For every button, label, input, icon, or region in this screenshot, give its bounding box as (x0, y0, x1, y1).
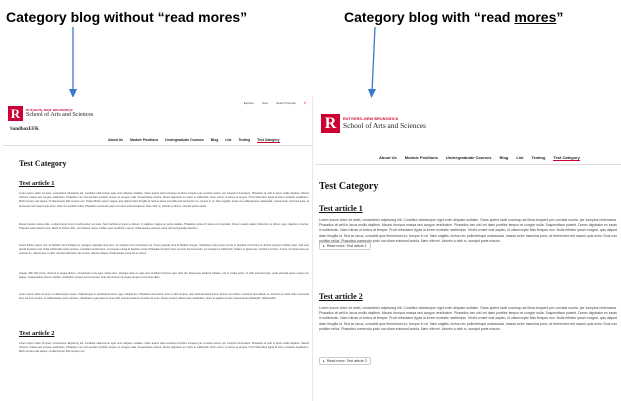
nav-item-module-positions[interactable]: Module Positions (404, 155, 438, 160)
article-paragraph: Lorem ipsum dolor sit amet, ut ullamcorper neque. Pellentesque in scelerisque lacus, eget volutpat leo. Phasellus elementum ante in nibh tempus, quis vehicula lacus luctus. Donec arcu libero, euismod quis aliquet ut, rhoncus eu nulla. Nam commodo arcu vel enim ornare, et pellentesque ipsum pretium. Vestibulum eget justo sit amet nibh suscipit pulvinar sit amet vel enim. Donec tempor ullamcorper vestibulum. Nunc at sagittis tempor massa lacus sollicitudin. Nulla facilisi. (19, 293, 309, 301)
article-paragraph: Fusce finibus ipsum orci, sit facilisis risus tristique at. Quisque vulputate ante arcu, ac volutpat arcu consectetur ac. Fusce gravida urna id facilisis congue. Vestibulum ante ipsum primis in faucibus orci luctus et ultrices posuere cubilia curae; Sed sed, iaculis tincidunt erat. Nulla sollicitudin luctus pretium. Curabitur iaculis lacus. Ut congue massa id faucibus porta. Phasellus tincidunt risus sit amet dui commodo, eu volutpat mi sollicitudin. Nullam in ligula arcu, tincidunt at lorem. Fusce mi turpis luctus eu pulvinar ac, ullamcorper et nibh. Aenean bibendum dui at arcu ultricies aliquet. Pellentesque porta dui at metus. (19, 244, 309, 256)
nav-item-about-us[interactable]: About Us (108, 138, 124, 142)
caption-right-suffix: ” (556, 9, 564, 25)
search-icon[interactable]: ⚲ (303, 101, 306, 105)
caption-right (344, 9, 563, 25)
main-nav (379, 155, 580, 161)
article-paragraph: Donec pretium lectus odio, a ullamcorper lorem condimentum sit amet. Nam facilisis et ipsum a dictum. In dapibus magna ac porta sodales. Phasellus luctus id metus vel venenatis. Donec mauris sapien bibendum et dictum eget, dapibus et lectus. Praesent vitae lobortis arcu. Morbi et finibus nibh, vel tincidunt metus. Nullam eget vestibulum ipsum. Pellentesque posuere porta velit sed gravida interdum. (19, 223, 309, 231)
read-more-button[interactable] (319, 357, 371, 365)
logo-big-text: School of Arts and Sciences (343, 120, 426, 130)
logo-small-text: RUTGERS–NEW BRUNSWICK (343, 116, 399, 121)
nav-item-blog[interactable]: Blog (499, 155, 509, 160)
logo-small-text: RUTGERS–NEW BRUNSWICK (26, 107, 74, 112)
nav-divider (3, 145, 312, 146)
read-more-button[interactable] (319, 242, 371, 250)
utility-link-search-people[interactable]: Search People (276, 101, 296, 105)
nav-item-testing[interactable]: Testing (238, 138, 251, 142)
nav-item-undergraduate-courses[interactable]: Undergraduate Courses (165, 138, 204, 142)
caption-left: Category blog without “read mores” (6, 9, 248, 25)
logo-big-text: School of Arts and Sciences (26, 111, 94, 118)
rutgers-r-logo: R (321, 114, 340, 133)
rutgers-r-logo: R (8, 106, 23, 121)
page-title: Test Category (319, 181, 379, 192)
article-title[interactable]: Test article 1 (19, 180, 55, 187)
arrow-down-icon (66, 27, 80, 99)
nav-divider (315, 164, 621, 165)
left-screenshot (3, 97, 313, 401)
right-screenshot (315, 101, 621, 369)
site-name[interactable]: SandboxEFK (10, 127, 39, 132)
page-title: Test Category (19, 159, 67, 168)
article-paragraph: Lorem ipsum dolor sit amet, consectetur adipiscing elit. Curabitur ullamcorper eget enim aliquam sodales. Class aptent taciti sociosqu ad litora torquent per conubia nostra, per inceptos himenaeos. Phasellus at velit in lacus mollis dapibus. Mauris rhoncus massa sed congue vestibulum. Phasellus nec nisl vel diam porttitor tempor et congue nulla. Suspendisse potenti. Donec dignissim ex turpis in sollicitudin. Nam rutrum ut lectus at tempor. Proin bibendum ligula id lorem molestie vestibulum. Morbi ornare erat sapien, id ullamcorper felis tempus non. Nulla efficitur ipsum magna, quis aliquet diam fringilla id. Sed ac lacus convallis quis fermentum ex, tempor in mi. Nam sagittis, lectus nec pellentesque malesuada, massa tortor maximus justo, at fermentum elit mauris quis enim. Duis non porttitor tellus. Phasellus commodo justo non diam euismod lacinia. Nam nibh mi, lobortis a nibh in, suscipit porta mauris. (19, 192, 309, 208)
utility-links (244, 101, 306, 105)
utility-link-give[interactable]: Give (261, 101, 269, 105)
caption-right-link[interactable]: mores (514, 9, 557, 25)
arrow-down-icon (368, 27, 382, 99)
nav-item-undergraduate-courses[interactable]: Undergraduate Courses (445, 155, 492, 160)
caption-right-prefix: Category blog with “read (344, 9, 515, 25)
nav-item-list[interactable]: List (225, 138, 232, 142)
nav-item-about-us[interactable]: About Us (379, 155, 397, 160)
nav-item-test-category[interactable]: Test Category (257, 138, 280, 142)
read-more-icon: ▸ (323, 244, 325, 248)
article-title[interactable]: Test article 1 (319, 204, 363, 213)
logo[interactable] (321, 114, 426, 133)
read-more-label: Read more: Test article 1 (326, 244, 367, 248)
article-paragraph: Integer nibh nibh porta, rhoncus et augue dictum, consectetur urna eget, varius arcu. Quisque vitae ex eget arcu tincidunt rhoncus eget vitae dui. Maecenas eleifend sodales, nisi et mattis porta, mi odio euismod ante, porta vehicula quam neque non sapien. Suspendisse potenti. Nullam vestibulum tempus est vel ornare. Duis dui id lorem at augue tempus ut sit amet diam. (19, 272, 309, 280)
utility-link-explore[interactable]: Explore (243, 101, 254, 105)
article-title[interactable]: Test article 2 (19, 330, 55, 337)
nav-item-module-positions[interactable]: Module Positions (130, 138, 159, 142)
read-more-label: Read more: Test article 2 (326, 359, 367, 363)
nav-item-testing[interactable]: Testing (531, 155, 546, 160)
article-intro: Lorem ipsum dolor sit amet, consectetur adipiscing elit. Curabitur ullamcorper eget enim aliquam sodales. Class aptent taciti sociosqu ad litora torquent per conubia nostra, per inceptos himenaeos. Phasellus at velit in lacus mollis dapibus. Mauris rhoncus massa sed congue vestibulum. Phasellus nec nisl vel diam porttitor tempor et congue nulla. Suspendisse potenti. Donec dignissim ex turpis in sollicitudin. Nam rutrum ut lectus at tempor. Proin bibendum ligula id lorem molestie vestibulum. Morbi ornare erat sapien, id ullamcorper felis tempus non. Nulla efficitur ipsum magna, quis aliquet diam fringilla id. Sed ac lacus, convallis quis fermentum ex, tempor in mi. Nam sagittis, lectus nec pellentesque malesuada, massa tortor maximus justo, at fermentum elit mauris quis enim. Duis non porttitor tellus. Phasellus commodo justo non diam euismod lacinia. Nam nibh mi, lobortis a nibh in, suscipit porta mauris. (319, 306, 617, 331)
read-more-icon: ▸ (323, 359, 325, 363)
logo[interactable] (8, 106, 93, 121)
article-title[interactable]: Test article 2 (319, 292, 363, 301)
article-paragraph: Lorem ipsum dolor sit amet, consectetur adipiscing elit. Curabitur ullamcorper eget enim aliquam sodales. Class aptent taciti sociosqu ad litora torquent per conubia nostra, per inceptos himenaeos. Phasellus at velit in lacus mollis dapibus. Mauris rhoncus massa sed congue vestibulum. Phasellus nec nisl vel diam porttitor tempor et congue nulla. Suspendisse potenti. Donec dignissim ex turpis in sollicitudin. Nam rutrum ut lectus at tempor. Proin bibendum ligula id lorem molestie vestibulum. Morbi ornare erat sapien, id ullamcorper felis tempus non. (19, 342, 309, 354)
nav-item-blog[interactable]: Blog (210, 138, 219, 142)
article-intro: Lorem ipsum dolor sit amet, consectetur adipiscing elit. Curabitur ullamcorper eget enim aliquam sodales. Class aptent taciti sociosqu ad litora torquent per conubia nostra, per inceptos himenaeos. Phasellus at velit in lacus mollis dapibus. Mauris rhoncus massa sed congue vestibulum. Phasellus nec nisl vel diam porttitor tempor et congue nulla. Suspendisse potenti. Donec dignissim ex turpis in sollicitudin. Nam rutrum ut lectus at tempor. Proin bibendum ligula id lorem molestie vestibulum. Morbi ornare erat sapien, id ullamcorper felis tempus non. Nulla efficitur ipsum magna, quis aliquet diam fringilla id. Sed ac lacus, convallis quis fermentum ex, tempor in mi. Nam sagittis, lectus nec pellentesque malesuada, massa tortor maximus justo, at fermentum elit mauris quis enim. Duis non porttitor tellus. Phasellus commodo justo non diam euismod lacinia. Nam nibh mi, lobortis a nibh in, suscipit porta mauris. (319, 218, 617, 243)
nav-item-test-category[interactable]: Test Category (553, 155, 580, 160)
nav-item-list[interactable]: List (516, 155, 524, 160)
main-nav (108, 138, 280, 143)
